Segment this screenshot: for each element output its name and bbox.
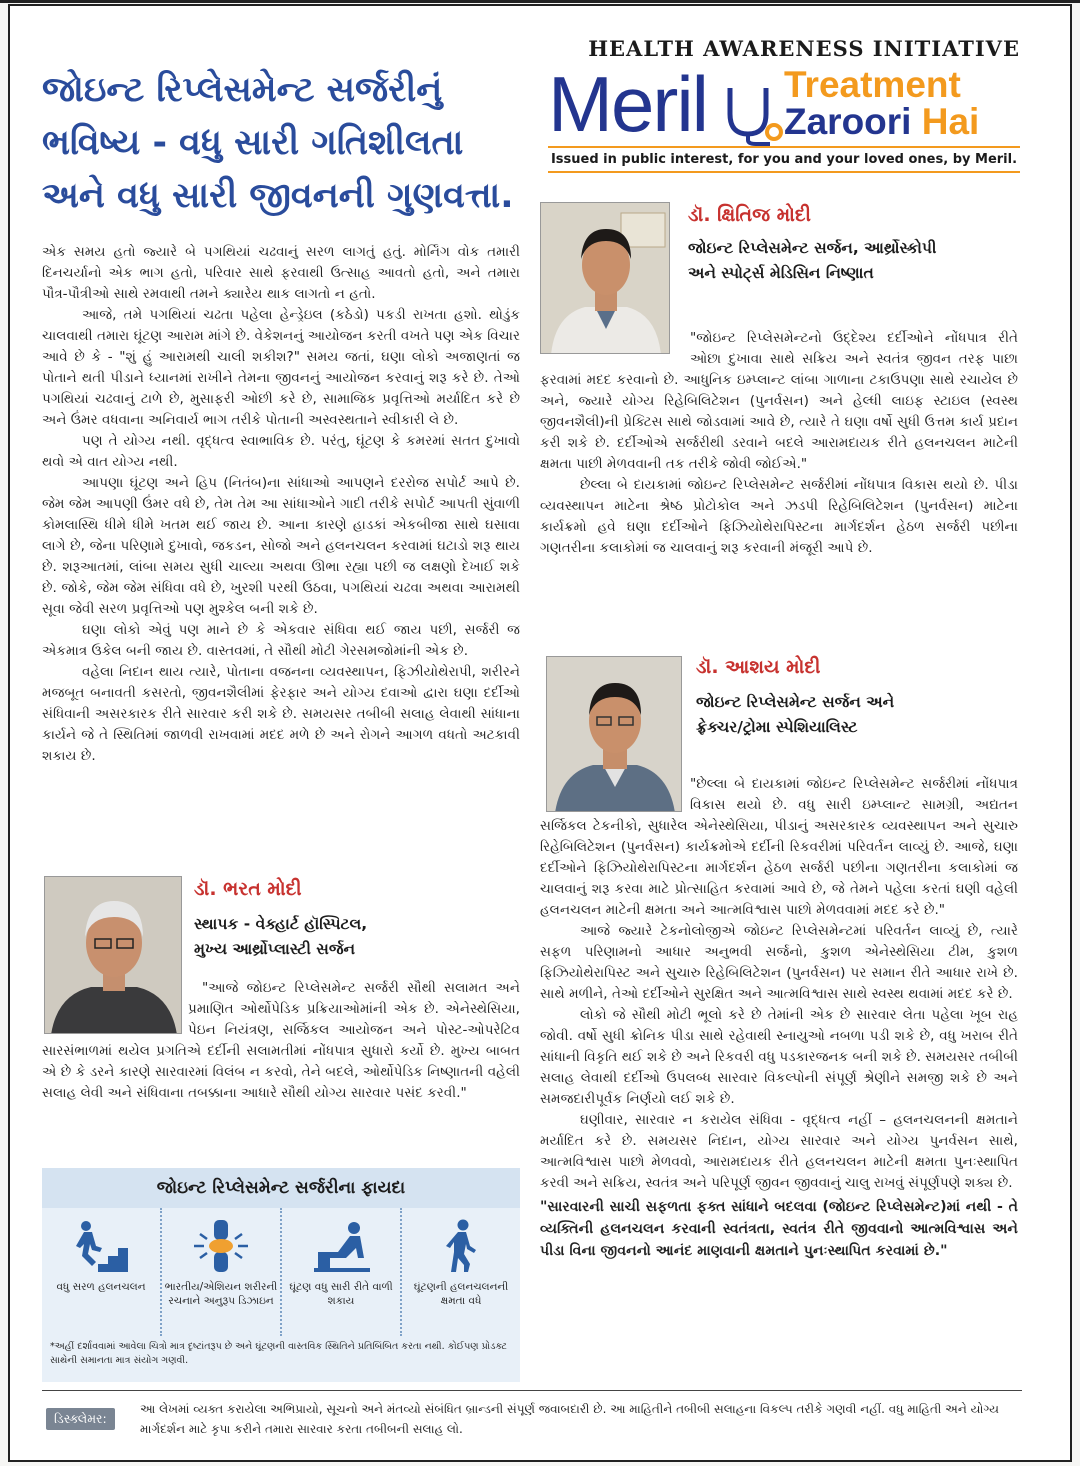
benefits-row — [42, 1208, 520, 1336]
tagline-hai: Hai — [921, 101, 980, 142]
knee-joint-icon — [190, 1218, 252, 1274]
doctor-role-line: મુખ્ય આર્થ્રોપ્લાસ્ટી સર્જન — [194, 940, 356, 958]
doctor-role-line: જોઇન્ટ રિપ્લેસમેન્ટ સર્જન, આર્થ્રોસ્કોપી — [688, 239, 937, 257]
left-article — [42, 242, 520, 767]
disclaimer-text: આ લેખમાં વ્યક્ત કરાયેલા અભિપ્રાયો, સૂચનો અને મંતવ્યો સંબંધિત બ્રાન્ડની સંપૂર્ણ જવાબદારી છે. આ માહિતીને તબીબી સલાહના વિકલ્પ તરીકે ગણવી નહીં. વધુ માહિતી અને યોગ્ય માર્ગદર્શન માટે કૃપા કરીને તમારા સારવાર કરતા તબીબની સલાહ લો. — [140, 1402, 999, 1436]
doctor3-text — [42, 978, 520, 1104]
stairs-walking-icon — [70, 1218, 132, 1274]
tagline — [784, 66, 979, 140]
paragraph: લોકો જે સૌથી મોટી ભૂલો કરે છે તેમાંની એક છે સારવાર લેતા પહેલા ખૂબ રાહ જોવી. વર્ષો સુધી ક્રોનિક પીડા સાથે રહેવાથી સ્નાયુઓ નબળા પડી શકે છે, વધુ ખરાબ રીતે સાંધાની વિકૃતિ થઈ શકે છે અને રિકવરી વધુ પડકારજનક બની શકે છે. સમયસર તબીબી સલાહ લેવાથી દર્દીઓ ઉપલબ્ધ સારવાર વિકલ્પોની સંપૂર્ણ શ્રેણીને સમજી શકે છે અને સમજદારીપૂર્વક નિર્ણયો લઈ શકે છે. — [540, 1007, 1018, 1107]
closing-quote: "સારવારની સાચી સફળતા ફક્ત સાંધાને બદલવા (જોઇન્ટ રિપ્લેસમેન્ટ)માં નથી - તે વ્યક્તિની હલનચલન કરવાની સ્વતંત્રતા, સ્વતંત્ર રીતે જીવવાનો આત્મવિશ્વાસ અને પીડા વિના જીવનનો આનંદ માણવાની ક્ષમતાને પુનઃસ્થાપિત કરવામાં છે." — [540, 1199, 1018, 1259]
paragraph: વહેલા નિદાન થાય ત્યારે, પોતાના વજનના વ્યવસ્થાપન, ફિઝીયોથેરાપી, શરીરને મજબૂત બનાવતી કસરતો, જીવનશૈલીમાં ફેરફાર અને યોગ્ય દવાઓ દ્વારા ઘણા દર્દીઓ સંધિવાની અસરકારક રીતે સારવાર કરી શકે છે. સમયસર તબીબી સલાહ લેવાથી સાંધાના કાર્યને જે તે સ્થિતિમાં જાળવી રાખવામાં મદદ મળે છે અને રોગને આગળ વધતો અટકાવી શકાય છે. — [42, 664, 520, 764]
doctor-quote: "જોઇન્ટ રિપ્લેસમેન્ટનો ઉદ્દેશ્ય દર્દીઓને નોંધપાત્ર રીતે ઓછા દુખાવા સાથે સક્રિય અને સ્વતંત્ર જીવન તરફ પાછા ફરવામાં મદદ કરવાનો છે. આધુનિક ઇમ્પ્લાન્ટ લાંબા ગાળાના ટકાઉપણા સાથે રચાયેલ છે અને, જ્યારે યોગ્ય રિહેબિલિટેશન (પુનર્વસન) અને હેલ્ધી લાઇફ સ્ટાઇલ (સ્વસ્થ જીવનશૈલી)ની પ્રેક્ટિસ સાથે જોડવામાં આવે છે, ત્યારે તે ઘણા વર્ષો સુધી ઉત્તમ કાર્ય પ્રદાન કરી શકે છે. દર્દીઓએ સર્જરીથી ડરવાને બદલે આરામદાયક રીતે હલનચલન માટેની ક્ષમતા પાછી મેળવવાની તક તરીકે જોવી જોઈએ." — [540, 330, 1018, 472]
doctor-role-line: સ્થાપક - વેક્હાર્ટ હૉસ્પિટલ, — [194, 915, 368, 933]
tagline-treatment: Treatment — [784, 64, 961, 105]
headline-line: ભવિષ્ય - વધુ સારી ગતિશીલતા — [42, 123, 464, 163]
doctor-quote: "આજે જોઇન્ટ રિપ્લેસમેન્ટ સર્જરી સૌથી સલામત અને પ્રમાણિત ઓર્થોપેડિક પ્રક્રિયાઓમાંની એક છે. એનેસ્થેસિયા, પેઇન નિયંત્રણ, સર્જિકલ આયોજન અને પોસ્ટ-ઓપરેટિવ સારસંભાળમાં થયેલ પ્રગતિએ દર્દીની સલામતીમાં નોંધપાત્ર સુધારો કર્યો છે. મુખ્ય બાબત એ છે કે ડરને કારણે સારવારમાં વિલંબ ન કરવો, તેને બદલે, ઓર્થોપેડિક નિષ્ણાતની વહેલી સલાહ લેવી અને સંધિવાના તબક્કાના આધારે સૌથી યોગ્ય સારવાર પસંદ કરવી." — [42, 980, 520, 1101]
article-headline — [42, 64, 532, 223]
doctor-role — [194, 912, 367, 962]
doctor-name: ડૉ. ક્ષિતિજ મોદી — [688, 204, 811, 226]
benefit-item — [282, 1208, 402, 1336]
paragraph: છેલ્લા બે દાયકામાં જોઇન્ટ રિપ્લેસમેન્ટ સર્જરીમાં નોંધપાત્ર વિકાસ થયો છે. પીડા વ્યવસ્થાપન માટેના શ્રેષ્ઠ પ્રોટોકોલ અને ઝડપી રિહેબિલિટેશન (પુનર્વસન) માટેના કાર્યક્રમો હવે ઘણા દર્દીઓને ફિઝિયોથેરાપિસ્ટના માર્ગદર્શન હેઠળ સર્જરી પછીના ગણતરીના કલાકોમાં જ ચાલવાનું શરૂ કરવાની મંજૂરી આપે છે. — [540, 477, 1018, 556]
benefit-label: ભારતીય/એશિયન શરીરની રચનાને અનુરૂપ ડિઝાઇન — [164, 1281, 278, 1307]
doctor-role — [688, 236, 936, 286]
tagline-zaroori: Zaroori — [784, 101, 912, 142]
issued-note: Issued in public interest, for you and your loved ones, by Meril. — [548, 146, 1020, 173]
walking-icon — [430, 1218, 492, 1274]
disclaimer-label: ડિસ્ક્લેમર: — [46, 1408, 115, 1430]
doctor-role-line: જોઇન્ટ રિપ્લેસમેન્ટ સર્જન અને — [696, 693, 895, 711]
doctor-role-line: અને સ્પોર્ટ્સ મેડિસિન નિષ્ણાત — [688, 264, 874, 282]
benefit-item — [42, 1208, 162, 1336]
doctor1-text — [540, 328, 1018, 559]
paragraph: એક સમય હતો જ્યારે બે પગથિયાં ચઢવાનું સરળ લાગતું હતું. મોર્નિંગ વોક તમારી દિનચર્યાનો એક ભાગ હતો, પરિવાર સાથે ફરવાથી ઉત્સાહ આવતો હતો, અને તમારા પૌત્ર-પૌત્રીઓ સાથે રમવાથી તમને ક્યારેય થાક લાગતો ન હતો. — [42, 244, 520, 302]
doctor-quote: "છેલ્લા બે દાયકામાં જોઇન્ટ રિપ્લેસમેન્ટ સર્જરીમાં નોંધપાત્ર વિકાસ થયો છે. વધુ સારી ઇમ્પ્લાન્ટ સામગ્રી, અદ્યતન સર્જિકલ ટેકનીકો, સુધારેલ એનેસ્થેસિયા, પીડાનું અસરકારક વ્યવસ્થાપન અને સુચારુ રિહેબિલિટેશન (પુનર્વસન) કાર્યક્રમોએ દર્દીની રિકવરીમાં પરિવર્તન લાવ્યું છે. આજે, ઘણા દર્દીઓને ફિઝિયોથેરાપિસ્ટના માર્ગદર્શન હેઠળ સર્જરી પછીના ગણતરીના કલાકોમાં જ ચાલવાનું શરૂ કરવા માટે પ્રોત્સાહિત કરવામાં આવે છે, જે તેમને પહેલા કરતાં ઘણી વહેલી હલનચલન માટેની ક્ષમતા અને આત્મવિશ્વાસ પાછો મેળવવામાં મદદ કરે છે." — [540, 776, 1018, 918]
meril-logo: Meril — [548, 60, 707, 148]
paragraph: ઘણીવાર, સારવાર ન કરાયેલ સંધિવા - વૃદ્ધત્વ નહીં – હલનચલનની ક્ષમતાને મર્યાદિત કરે છે. સમયસર નિદાન, યોગ્ય સારવાર અને યોગ્ય પુનર્વસન સાથે, આત્મવિશ્વાસ પાછો મેળવવો, આરામદાયક રીતે હલનચલન માટેની ક્ષમતા પુનઃસ્થાપિત કરવી અને સક્રિય, સ્વતંત્ર અને પરિપૂર્ણ જીવન જીવવાનું ચાલુ રાખવું સંપૂર્ણપણે શક્ય છે. — [540, 1112, 1018, 1191]
doctor-role-line: ફ્રેક્ચર/ટ્રોમા સ્પેશિયાલિસ્ટ — [696, 718, 858, 736]
benefit-item — [402, 1208, 520, 1336]
initiative-title: HEALTH AWARENESS INITIATIVE — [588, 36, 1020, 61]
doctor2-text — [540, 774, 1018, 1262]
benefit-label: ઘૂંટણની હલનચલનની ક્ષમતા વધે — [413, 1281, 509, 1307]
benefit-label: ઘૂંટણ વધુ સારી રીતે વાળી શકાય — [289, 1281, 393, 1307]
benefits-title: જોઇન્ટ રિપ્લેસમેન્ટ સર્જરીના ફાયદા — [42, 1168, 520, 1208]
benefits-box — [42, 1168, 520, 1382]
benefit-item — [162, 1208, 282, 1336]
doctor-name: ડૉ. આશય મોદી — [696, 656, 821, 678]
paragraph: આજે જ્યારે ટેકનોલોજીએ જોઇન્ટ રિપ્લેસમેન્ટમાં પરિવર્તન લાવ્યું છે, ત્યારે સફળ પરિણામનો આધાર અનુભવી સર્જનો, કુશળ એનેસ્થેસિયા ટીમ, કુશળ ફિઝિયોથેરાપિસ્ટ અને સુચારુ રિહેબિલિટેશન (પુનર્વસન) પર સમાન રીતે આધાર રાખે છે. સાથે મળીને, તેઓ દર્દીઓને સુરક્ષિત અને આત્મવિશ્વાસ સાથે સ્વસ્થ થવામાં મદદ કરે છે. — [540, 923, 1018, 1002]
stethoscope-icon — [722, 84, 784, 146]
paragraph: આપણા ઘૂંટણ અને હિપ (નિતંબ)ના સાંધાઓ આપણને દરરોજ સપોર્ટ આપે છે. જેમ જેમ આપણી ઉંમર વધે છે, તેમ તેમ આ સાંધાઓને ગાદી તરીકે સપોર્ટ આપતી સુંવાળી કોમલાસ્થિ ધીમે ધીમે ખતમ થઈ જાય છે. આના કારણે હાડકાં એકબીજા સાથે ઘસાવા લાગે છે, જેના પરિણામે દુખાવો, જકડન, સોજો અને હલનચલન કરવામાં ઘટાડો શરૂ થાય છે. શરૂઆતમાં, લાંબા સમય સુધી ચાલ્યા અથવા ઊભા રહ્યા પછી જ લક્ષણો દેખાઈ શકે છે. જોકે, જેમ જેમ સંધિવા વધે છે, ખુરશી પરથી ઉઠવા, પગથિયાં ચઢવા અથવા આરામથી સૂવા જેવી સરળ પ્રવૃત્તિઓ પણ મુશ્કેલ બની શકે છે. — [42, 475, 520, 617]
top-rule — [0, 0, 1080, 3]
doctor-role — [696, 690, 894, 740]
benefits-note: *અહીં દર્શાવવામાં આવેલા ચિત્રો માત્ર દૃષ્ટાંતરૂપ છે અને ઘૂંટણની વાસ્તવિક સ્થિતિને પ્રતિબિંબિત કરતા નથી. કોઈપણ પ્રોડક્ટ સાથેની સમાનતા માત્ર સંયોગ ગણવી. — [50, 1341, 507, 1366]
benefit-label: વધુ સરળ હલનચલન — [56, 1281, 146, 1293]
headline-line: જોઇન્ટ રિપ્લેસમેન્ટ સર્જરીનું — [42, 70, 443, 110]
knee-bending-icon — [310, 1218, 372, 1274]
paragraph: પણ તે યોગ્ય નથી. વૃદ્ધત્વ સ્વાભાવિક છે. પરંતુ, ઘૂંટણ કે કમરમાં સતત દુખાવો થવો એ વાત યોગ્ય નથી. — [42, 433, 520, 470]
disclaimer — [42, 1390, 1022, 1444]
doctor-name: ડૉ. ભરત મોદી — [194, 878, 302, 900]
headline-line: અને વધુ સારી જીવનની ગુણવત્તા. — [42, 176, 514, 216]
paragraph: ઘણા લોકો એવું પણ માને છે કે એકવાર સંધિવા થઈ જાય પછી, સર્જરી જ એકમાત્ર ઉકેલ બની જાય છે. વાસ્તવમાં, તે સૌથી મોટી ગેરસમજોમાંની એક છે. — [42, 622, 520, 659]
paragraph: આજે, તમે પગથિયાં ચઢતા પહેલા હેન્ડ્રેઇલ (કઠેડો) પકડી રાખતા હશો. થોડુંક ચાલવાથી તમારા ઘૂંટણ આરામ માંગે છે. વેકેશનનું આયોજન કરતી વખતે પણ એક વિચાર આવે છે કે - "શું હું આરામથી ચાલી શકીશ?" સમય જતાં, ઘણા લોકો અજાણતાં જ પોતાને થતી પીડાને ધ્યાનમાં રાખીને તેમના જીવનનું આયોજન કરવાનું શરૂ કરે છે. તેઓ પગથિયાં ચઢવાનું ટાળે છે, મુસાફરી ઓછી કરે છે, સામાજિક પ્રવૃત્તિઓ મર્યાદિત કરે છે અને ઉંમર વધવાના અનિવાર્ય ભાગ તરીકે પોતાની અસ્વસ્થતાને સ્વીકારી લે છે. — [42, 307, 520, 428]
